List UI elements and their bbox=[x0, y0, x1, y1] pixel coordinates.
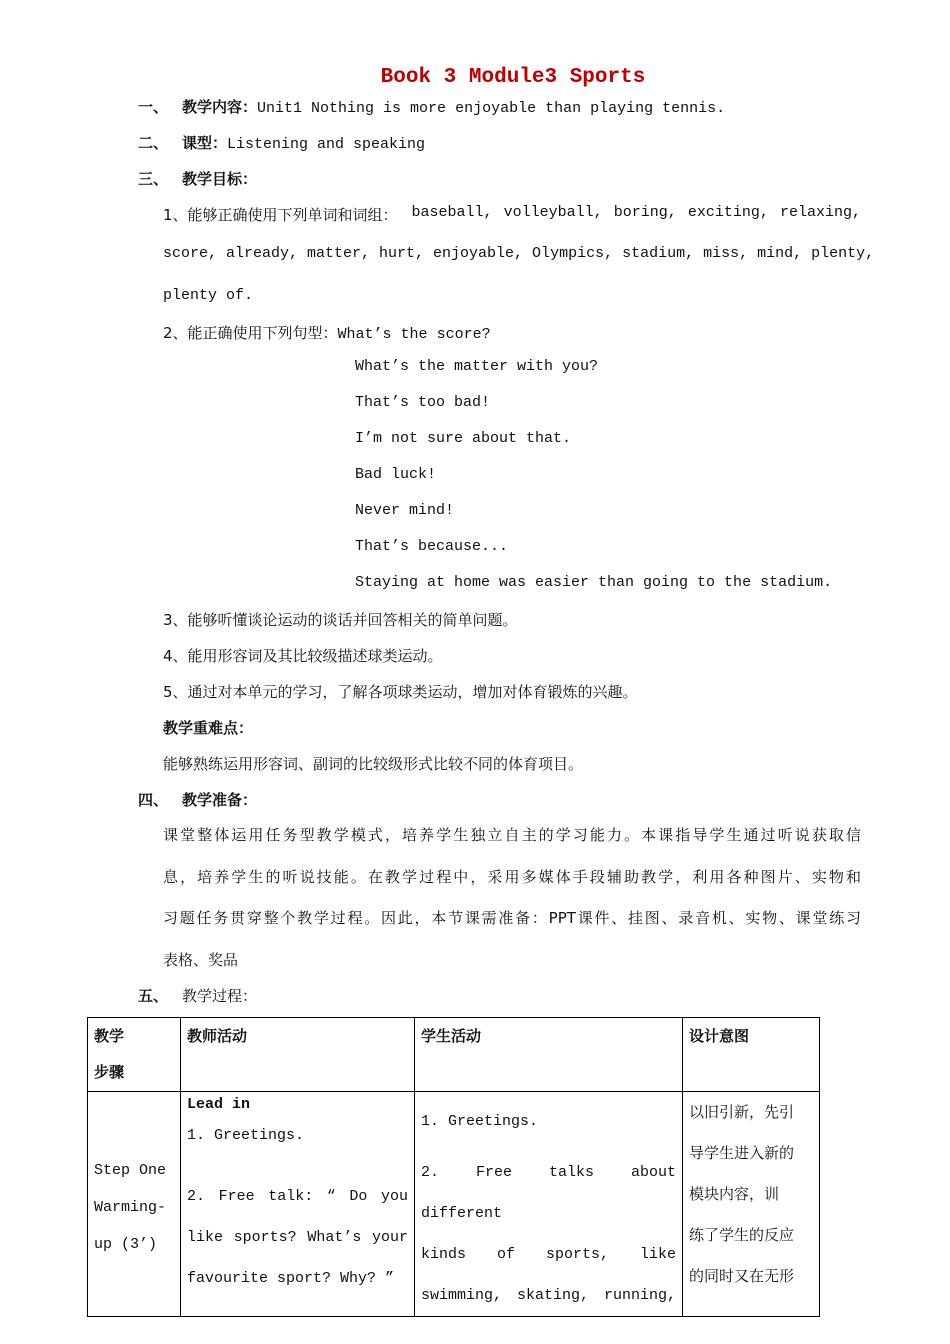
section-2 bbox=[138, 132, 425, 153]
objective-1-line3: plenty of. bbox=[163, 287, 254, 304]
objective-5: 5、通过对本单元的学习，了解各项球类运动，增加对体育锻炼的兴趣。 bbox=[163, 683, 638, 701]
preparation-line: 课堂整体运用任务型教学模式，培养学生独立自主的学习能力。本课指导学生通过听说获取信 bbox=[163, 826, 861, 844]
section-number: 三、 bbox=[138, 170, 169, 188]
header-design-label: 设计意图 bbox=[689, 1027, 750, 1045]
step-line: Warming- bbox=[94, 1199, 167, 1216]
table-row bbox=[88, 1092, 820, 1317]
sentence-pattern: I’m not sure about that. bbox=[355, 430, 572, 447]
sentence-pattern: That’s because... bbox=[355, 538, 509, 555]
design-line: 的同时又在无形 bbox=[689, 1267, 795, 1285]
lead-in-title: Lead in bbox=[187, 1096, 251, 1113]
student-item: 1. Greetings. bbox=[421, 1113, 539, 1130]
section-label: 教学过程： bbox=[182, 987, 258, 1005]
sentence-pattern: Never mind! bbox=[355, 502, 455, 519]
section-number: 一、 bbox=[138, 98, 169, 116]
objective-2-lead: 2、能正确使用下列句型： bbox=[163, 324, 338, 342]
section-label: 教学内容： bbox=[182, 98, 258, 116]
key-points-label: 教学重难点： bbox=[163, 719, 254, 737]
section-number: 四、 bbox=[138, 791, 169, 809]
objective-1-lead: 1、能够正确使用下列单词和词组： bbox=[163, 206, 398, 224]
key-points-text: 能够熟练运用形容词、副词的比较级形式比较不同的体育项目。 bbox=[163, 755, 584, 773]
section-4 bbox=[138, 789, 257, 810]
step-line: up (3’) bbox=[94, 1236, 158, 1253]
objective-2 bbox=[163, 322, 491, 343]
teacher-item: like sports? What’s your bbox=[187, 1229, 408, 1246]
header-student-label: 学生活动 bbox=[421, 1027, 482, 1045]
section-value: Unit1 Nothing is more enjoyable than playing tennis. bbox=[257, 100, 726, 117]
design-intent-cell bbox=[683, 1092, 820, 1317]
design-line: 导学生进入新的 bbox=[689, 1144, 795, 1162]
design-line: 模块内容，训 bbox=[689, 1185, 780, 1203]
header-step-line: 步骤 bbox=[94, 1063, 125, 1081]
teacher-item: favourite sport? Why? ” bbox=[187, 1270, 395, 1287]
table-header-row bbox=[88, 1018, 820, 1092]
student-item: kinds of sports, like bbox=[421, 1246, 676, 1263]
sentence-pattern: What’s the matter with you? bbox=[355, 358, 599, 375]
objective-1-words: baseball, volleyball, boring, exciting, relaxing, bbox=[411, 204, 861, 221]
sentence-pattern: That’s too bad! bbox=[355, 394, 491, 411]
header-teacher-label: 教师活动 bbox=[187, 1027, 248, 1045]
header-design bbox=[683, 1018, 820, 1092]
step-cell bbox=[88, 1092, 181, 1317]
section-1 bbox=[138, 96, 725, 117]
step-line: Step One bbox=[94, 1162, 167, 1179]
objective-4: 4、能用形容词及其比较级描述球类运动。 bbox=[163, 647, 443, 665]
teacher-item: 2. Free talk: “ Do you bbox=[187, 1188, 408, 1205]
design-line: 练了学生的反应 bbox=[689, 1226, 795, 1244]
student-activity-cell bbox=[415, 1092, 683, 1317]
objective-1-line1 bbox=[163, 204, 861, 225]
student-item: swimming, skating, running, bbox=[421, 1287, 676, 1304]
sentence-pattern: What’s the score? bbox=[337, 326, 491, 343]
section-label: 教学目标： bbox=[182, 170, 258, 188]
section-label: 教学准备： bbox=[182, 791, 258, 809]
student-item: 2. Free talks about different bbox=[421, 1164, 676, 1222]
teacher-activity-cell bbox=[181, 1092, 415, 1317]
section-label: 课型： bbox=[182, 134, 228, 152]
header-step-line: 教学 bbox=[94, 1027, 125, 1045]
preparation-line: 习题任务贯穿整个教学过程。因此，本节课需准备：PPT课件、挂图、录音机、实物、课堂练习 bbox=[163, 909, 861, 927]
header-step bbox=[88, 1018, 181, 1092]
preparation-line: 表格、奖品 bbox=[163, 951, 239, 969]
teaching-process-table bbox=[87, 1017, 820, 1317]
objective-3: 3、能够听懂谈论运动的谈话并回答相关的简单问题。 bbox=[163, 611, 518, 629]
preparation-line: 息，培养学生的听说技能。在教学过程中，采用多媒体手段辅助教学，利用各种图片、实物和 bbox=[163, 868, 861, 886]
section-3 bbox=[138, 168, 257, 189]
header-teacher bbox=[181, 1018, 415, 1092]
header-student bbox=[415, 1018, 683, 1092]
section-number: 五、 bbox=[138, 987, 169, 1005]
design-line: 以旧引新，先引 bbox=[689, 1103, 795, 1121]
section-value: Listening and speaking bbox=[227, 136, 426, 153]
objective-1-line2: score, already, matter, hurt, enjoyable, Olympics, stadium, miss, mind, plenty, bbox=[163, 245, 875, 262]
sentence-pattern: Staying at home was easier than going to the stadium. bbox=[355, 574, 833, 591]
section-5 bbox=[138, 985, 257, 1006]
teacher-item: 1. Greetings. bbox=[187, 1127, 305, 1144]
document-title: Book 3 Module3 Sports bbox=[380, 66, 646, 89]
sentence-pattern: Bad luck! bbox=[355, 466, 437, 483]
section-number: 二、 bbox=[138, 134, 169, 152]
